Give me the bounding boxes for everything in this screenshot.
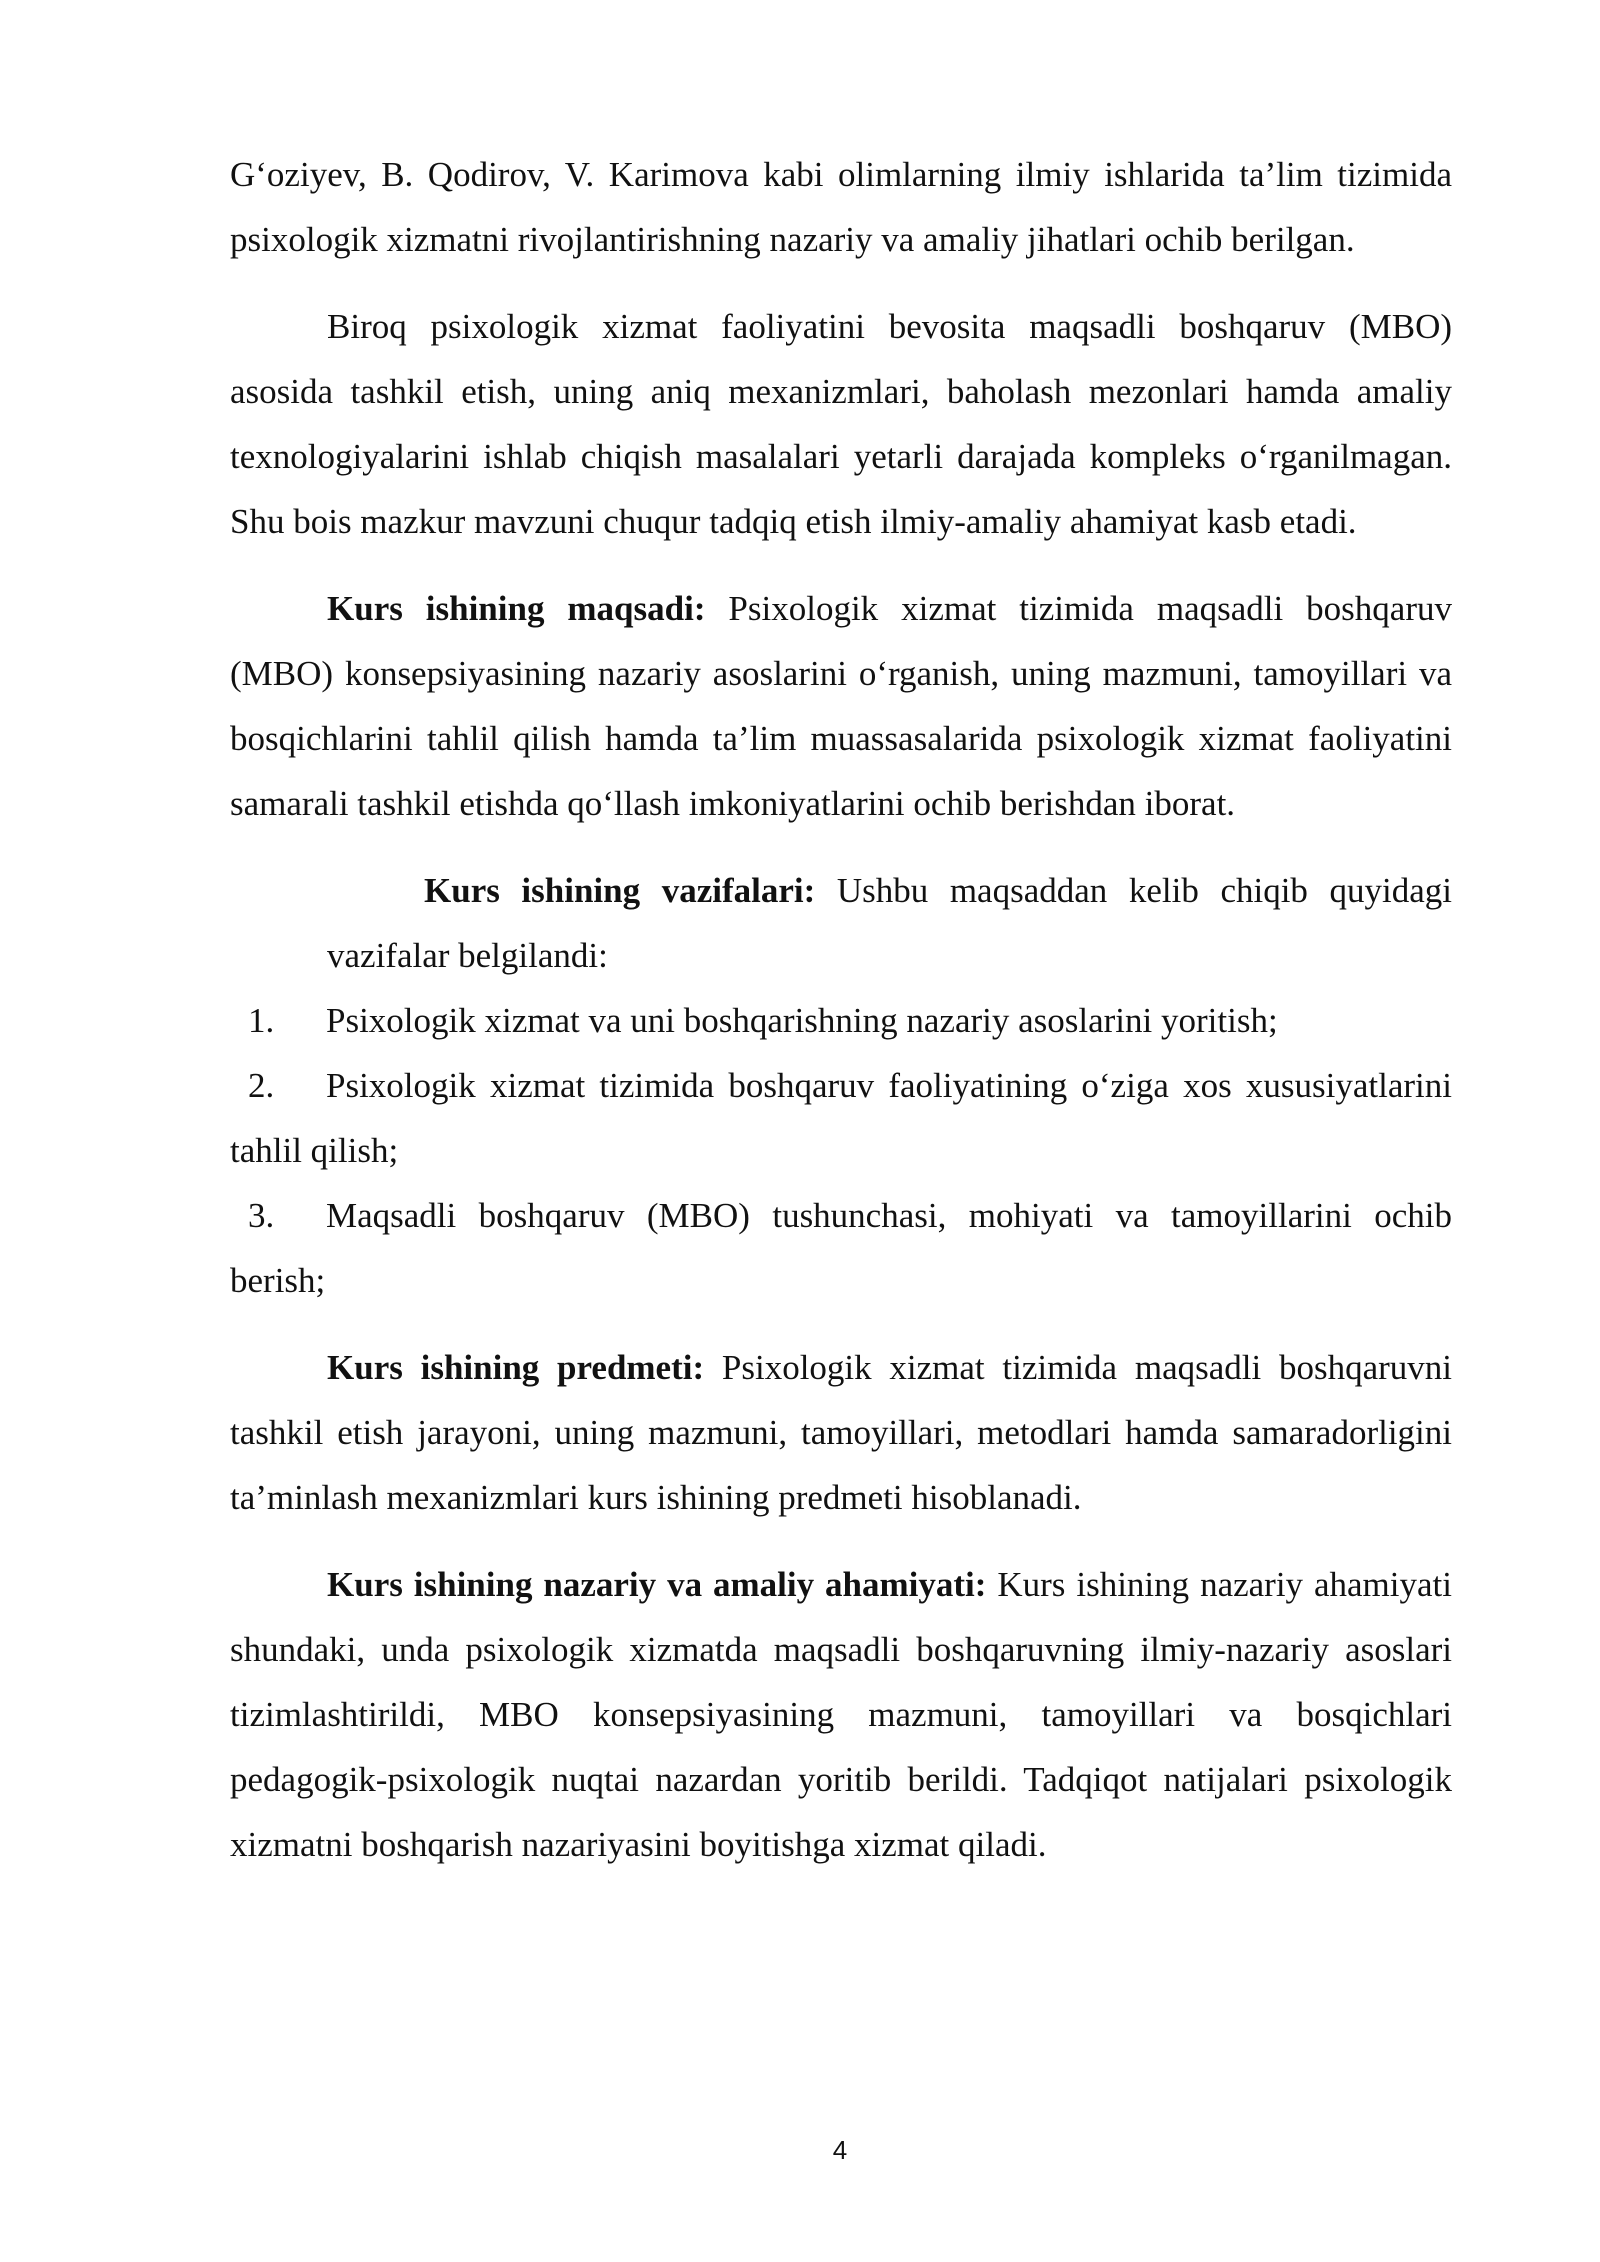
- list-item-number: 3.: [248, 1196, 275, 1235]
- subject-label: Kurs ishining predmeti:: [327, 1348, 705, 1387]
- paragraph-intro: G‘oziyev, B. Qodirov, V. Karimova kabi olimlarning ilmiy ishlarida ta’lim tizimida psixologik xizmatni rivojlantirishning nazariy va amaliy jihatlari ochib berilgan.: [230, 155, 1452, 259]
- significance-text: Kurs ishining nazariy ahamiyati shundaki, unda psixologik xizmatda maqsadli boshqaruvning ilmiy-nazariy asoslari tizimlashtirildi, MBO konsepsiyasining mazmuni, tamoyillari va bosqichlari pedagogik-psixologik nuqtai nazardan yoritib berildi. Tadqiqot natijalari psixologik xizmatni boshqarish nazariyasini boyitishga xizmat qiladi.: [230, 1565, 1452, 1864]
- list-item: [230, 988, 1452, 1053]
- significance-label: Kurs ishining nazariy va amaliy ahamiyati:: [327, 1565, 987, 1604]
- aim-text: Psixologik xizmat tizimida maqsadli boshqaruv (MBO) konsepsiyasining nazariy asoslarini o‘rganish, uning mazmuni, tamoyillari va bosqichlarini tahlil qilish hamda ta’lim muassasalarida psixologik xizmat faoliyatini samarali tashkil etishda qo‘llash imkoniyatlarini ochib berishdan iborat.: [230, 589, 1452, 823]
- paragraph-subject: [230, 1335, 1452, 1530]
- tasks-text: Ushbu maqsaddan kelib chiqib quyidagi vazifalar belgilandi:: [327, 871, 1452, 975]
- list-item: [230, 1183, 1452, 1313]
- list-item: [230, 1053, 1452, 1183]
- tasks-list: [230, 988, 1452, 1313]
- tasks-label: Kurs ishining vazifalari:: [424, 871, 816, 910]
- list-item-text: Psixologik xizmat va uni boshqarishning nazariy asoslarini yoritish;: [326, 1001, 1278, 1040]
- paragraph-tasks-intro: [230, 858, 1452, 988]
- aim-label: Kurs ishining maqsadi:: [327, 589, 706, 628]
- list-item-number: 2.: [248, 1066, 275, 1105]
- page-body: [230, 142, 1452, 1899]
- list-item-number: 1.: [248, 1001, 275, 1040]
- list-item-text: Maqsadli boshqaruv (MBO) tushunchasi, mohiyati va tamoyillarini ochib berish;: [230, 1196, 1452, 1300]
- list-item-text: Psixologik xizmat tizimida boshqaruv faoliyatining o‘ziga xos xususiyatlarini tahlil qilish;: [230, 1066, 1452, 1170]
- paragraph-aim: [230, 576, 1452, 836]
- paragraph-research-gap: Biroq psixologik xizmat faoliyatini bevosita maqsadli boshqaruv (MBO) asosida tashkil etish, uning aniq mexanizmlari, baholash mezonlari hamda amaliy texnologiyalarini ishlab chiqish masalalari yetarli darajada kompleks o‘rganilmagan. Shu bois mazkur mavzuni chuqur tadqiq etish ilmiy-amaliy ahamiyat kasb etadi.: [230, 307, 1452, 541]
- subject-text: Psixologik xizmat tizimida maqsadli boshqaruvni tashkil etish jarayoni, uning mazmuni, tamoyillari, metodlari hamda samaradorligini ta’minlash mexanizmlari kurs ishining predmeti hisoblanadi.: [230, 1348, 1452, 1517]
- paragraph-significance: [230, 1552, 1452, 1877]
- page-number: 4: [832, 2135, 848, 2165]
